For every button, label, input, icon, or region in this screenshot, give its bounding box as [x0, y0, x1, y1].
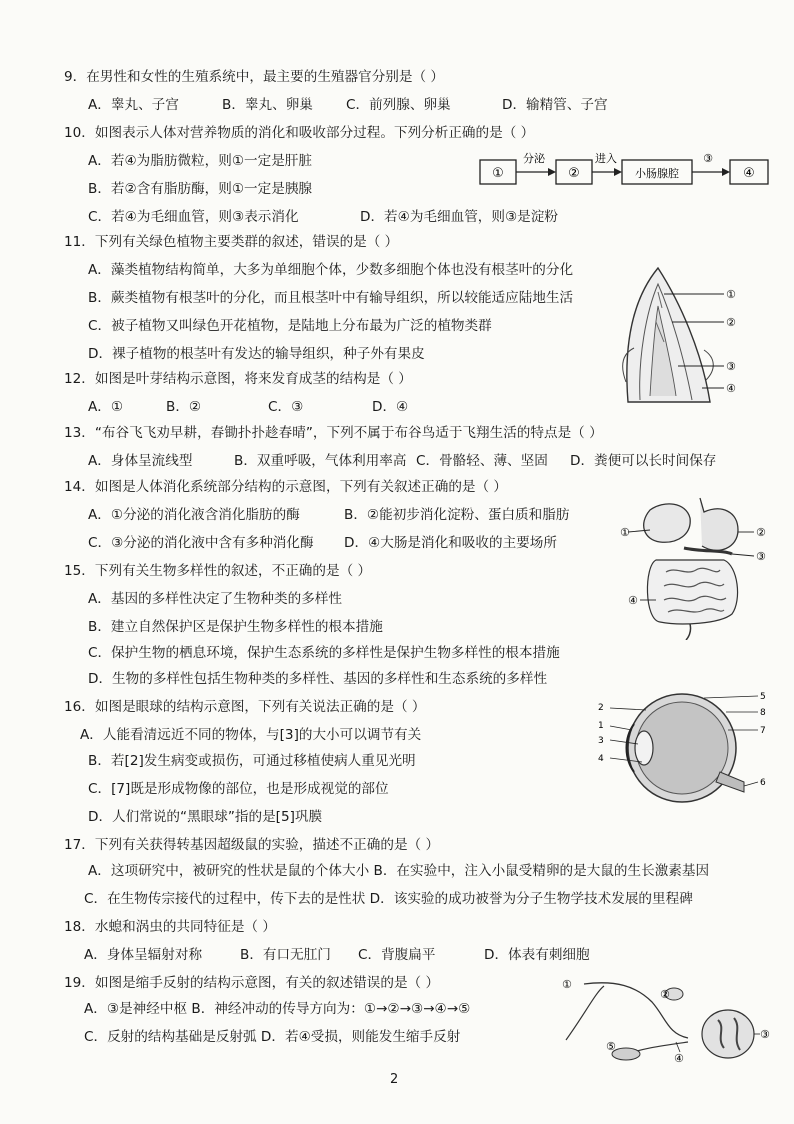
- q11-option-a: A．藻类植物结构简单，大多为单细胞个体，少数多细胞个体也没有根茎叶的分化: [88, 262, 574, 278]
- eye-label-3: 3: [598, 736, 604, 746]
- q16-option-c: C．[7]既是形成物像的部位，也是形成视觉的部位: [88, 781, 389, 797]
- eye-label-6: 6: [760, 778, 766, 788]
- eye-label-4: 4: [598, 754, 604, 764]
- reflex-label-3: ③: [760, 1028, 770, 1041]
- leaf-bud-label-3: ③: [726, 360, 736, 373]
- leaf-bud-figure: [618, 262, 742, 406]
- eye-label-8: 8: [760, 708, 766, 718]
- q15-option-a: A．基因的多样性决定了生物种类的多样性: [88, 591, 342, 607]
- q15-stem: 15．下列有关生物多样性的叙述，不正确的是（ ）: [64, 563, 372, 579]
- flow-arrow-label-1: 分泌: [523, 152, 545, 165]
- digestion-flow-diagram: [478, 148, 774, 194]
- leaf-bud-label-4: ④: [726, 382, 736, 395]
- flow-label-1: ①: [492, 166, 504, 181]
- q12-option-c: C．③: [268, 399, 304, 415]
- page-number: 2: [390, 1072, 399, 1087]
- flow-arrow-label-3: ③: [703, 152, 713, 165]
- q18-option-b: B．有口无肛门: [240, 947, 331, 963]
- q12-option-d: D．④: [372, 399, 409, 415]
- q17-options-cd: C．在生物传宗接代的过程中，传下去的是性状 D．该实验的成功被誉为分子生物学技术发展的里程碑: [84, 891, 693, 907]
- reflex-label-5: ⑤: [606, 1040, 616, 1053]
- q10-option-c: C．若④为毛细血管，则③表示消化: [88, 209, 299, 225]
- flow-label-2: ②: [568, 166, 580, 181]
- digestive-label-3: ③: [756, 550, 766, 563]
- leaf-bud-label-2: ②: [726, 316, 736, 329]
- q13-option-a: A．身体呈流线型: [88, 453, 193, 469]
- eye-label-1: 1: [598, 721, 604, 731]
- q11-option-b: B．蕨类植物有根茎叶的分化，而且根茎叶中有输导组织，所以较能适应陆地生活: [88, 290, 574, 306]
- q16-stem: 16．如图是眼球的结构示意图，下列有关说法正确的是（ ）: [64, 699, 426, 715]
- reflex-label-1: ①: [562, 978, 572, 991]
- q12-stem: 12．如图是叶芽结构示意图，将来发育成茎的结构是（ ）: [64, 371, 412, 387]
- q10-stem: 10．如图表示人体对营养物质的消化和吸收部分过程。下列分析正确的是（ ）: [64, 125, 535, 141]
- q9-option-b: B．睾丸、卵巢: [222, 97, 313, 113]
- eye-label-7: 7: [760, 726, 766, 736]
- q16-option-b: B．若[2]发生病变或损伤，可通过移植使病人重见光明: [88, 753, 416, 769]
- q15-option-b: B．建立自然保护区是保护生物多样性的根本措施: [88, 619, 383, 635]
- q14-option-a: A．①分泌的消化液含消化脂肪的酶: [88, 507, 300, 523]
- q19-options-ab: A．③是神经中枢 B．神经冲动的传导方向为：①→②→③→④→⑤: [84, 1001, 471, 1017]
- q16-option-a: A．人能看清远近不同的物体，与[3]的大小可以调节有关: [80, 727, 422, 743]
- eye-label-2: 2: [598, 703, 604, 713]
- q18-option-d: D．体表有刺细胞: [484, 947, 590, 963]
- q15-option-c: C．保护生物的栖息环境，保护生态系统的多样性是保护生物多样性的根本措施: [88, 645, 560, 661]
- leaf-bud-label-1: ①: [726, 288, 736, 301]
- q11-option-d: D．裸子植物的根茎叶有发达的输导组织，种子外有果皮: [88, 346, 425, 362]
- digestive-label-2: ②: [756, 526, 766, 539]
- digestive-system-figure: [620, 490, 770, 640]
- q14-option-d: D．④大肠是消化和吸收的主要场所: [344, 535, 557, 551]
- q11-option-c: C．被子植物又叫绿色开花植物，是陆地上分布最为广泛的植物类群: [88, 318, 492, 334]
- q13-stem: 13．“布谷飞飞劝早耕，春锄扑扑趁春晴”，下列不属于布谷鸟适于飞翔生活的特点是（ ）: [64, 425, 603, 441]
- q18-stem: 18．水螅和涡虫的共同特征是（ ）: [64, 919, 276, 935]
- digestive-label-4: ④: [628, 594, 638, 607]
- reflex-label-2: ②: [660, 988, 670, 1001]
- q19-options-cd: C．反射的结构基础是反射弧 D．若④受损，则能发生缩手反射: [84, 1029, 461, 1045]
- reflex-arc-figure: [556, 972, 774, 1064]
- digestive-label-1: ①: [620, 526, 630, 539]
- q14-option-c: C．③分泌的消化液中含有多种消化酶: [88, 535, 314, 551]
- eyeball-figure: [594, 688, 770, 812]
- flow-label-intestine: 小肠腺腔: [635, 167, 679, 180]
- flow-arrow-label-2: 进入: [595, 152, 617, 165]
- q18-option-a: A．身体呈辐射对称: [84, 947, 203, 963]
- q12-option-b: B．②: [166, 399, 202, 415]
- q14-stem: 14．如图是人体消化系统部分结构的示意图，下列有关叙述正确的是（ ）: [64, 479, 508, 495]
- reflex-label-4: ④: [674, 1052, 684, 1064]
- flow-label-4: ④: [743, 166, 755, 181]
- q9-stem: 9．在男性和女性的生殖系统中，最主要的生殖器官分别是（ ）: [64, 69, 444, 85]
- q13-option-d: D．粪便可以长时间保存: [570, 453, 717, 469]
- q16-option-d: D．人们常说的“黑眼球”指的是[5]巩膜: [88, 809, 323, 825]
- q11-stem: 11．下列有关绿色植物主要类群的叙述，错误的是（ ）: [64, 234, 399, 250]
- q10-option-a: A．若④为脂肪微粒，则①一定是肝脏: [88, 153, 312, 169]
- q17-options-ab: A．这项研究中，被研究的性状是鼠的个体大小 B．在实验中，注入小鼠受精卵的是大鼠的生长激素基因: [88, 863, 710, 879]
- q13-option-c: C．骨骼轻、薄、坚固: [416, 453, 548, 469]
- q10-option-b: B．若②含有脂肪酶，则①一定是胰腺: [88, 181, 313, 197]
- q15-option-d: D．生物的多样性包括生物种类的多样性、基因的多样性和生态系统的多样性: [88, 671, 548, 687]
- q14-option-b: B．②能初步消化淀粉、蛋白质和脂肪: [344, 507, 570, 523]
- q13-option-b: B．双重呼吸，气体利用率高: [234, 453, 407, 469]
- q9-option-a: A．睾丸、子宫: [88, 97, 179, 113]
- q10-option-d: D．若④为毛细血管，则③是淀粉: [360, 209, 558, 225]
- q17-stem: 17．下列有关获得转基因超级鼠的实验，描述不正确的是（ ）: [64, 837, 440, 853]
- q9-option-c: C．前列腺、卵巢: [346, 97, 451, 113]
- q19-stem: 19．如图是缩手反射的结构示意图，有关的叙述错误的是（ ）: [64, 975, 440, 991]
- q9-option-d: D．输精管、子宫: [502, 97, 608, 113]
- q18-option-c: C．背腹扁平: [358, 947, 436, 963]
- eye-label-5: 5: [760, 692, 766, 702]
- q12-option-a: A．①: [88, 399, 124, 415]
